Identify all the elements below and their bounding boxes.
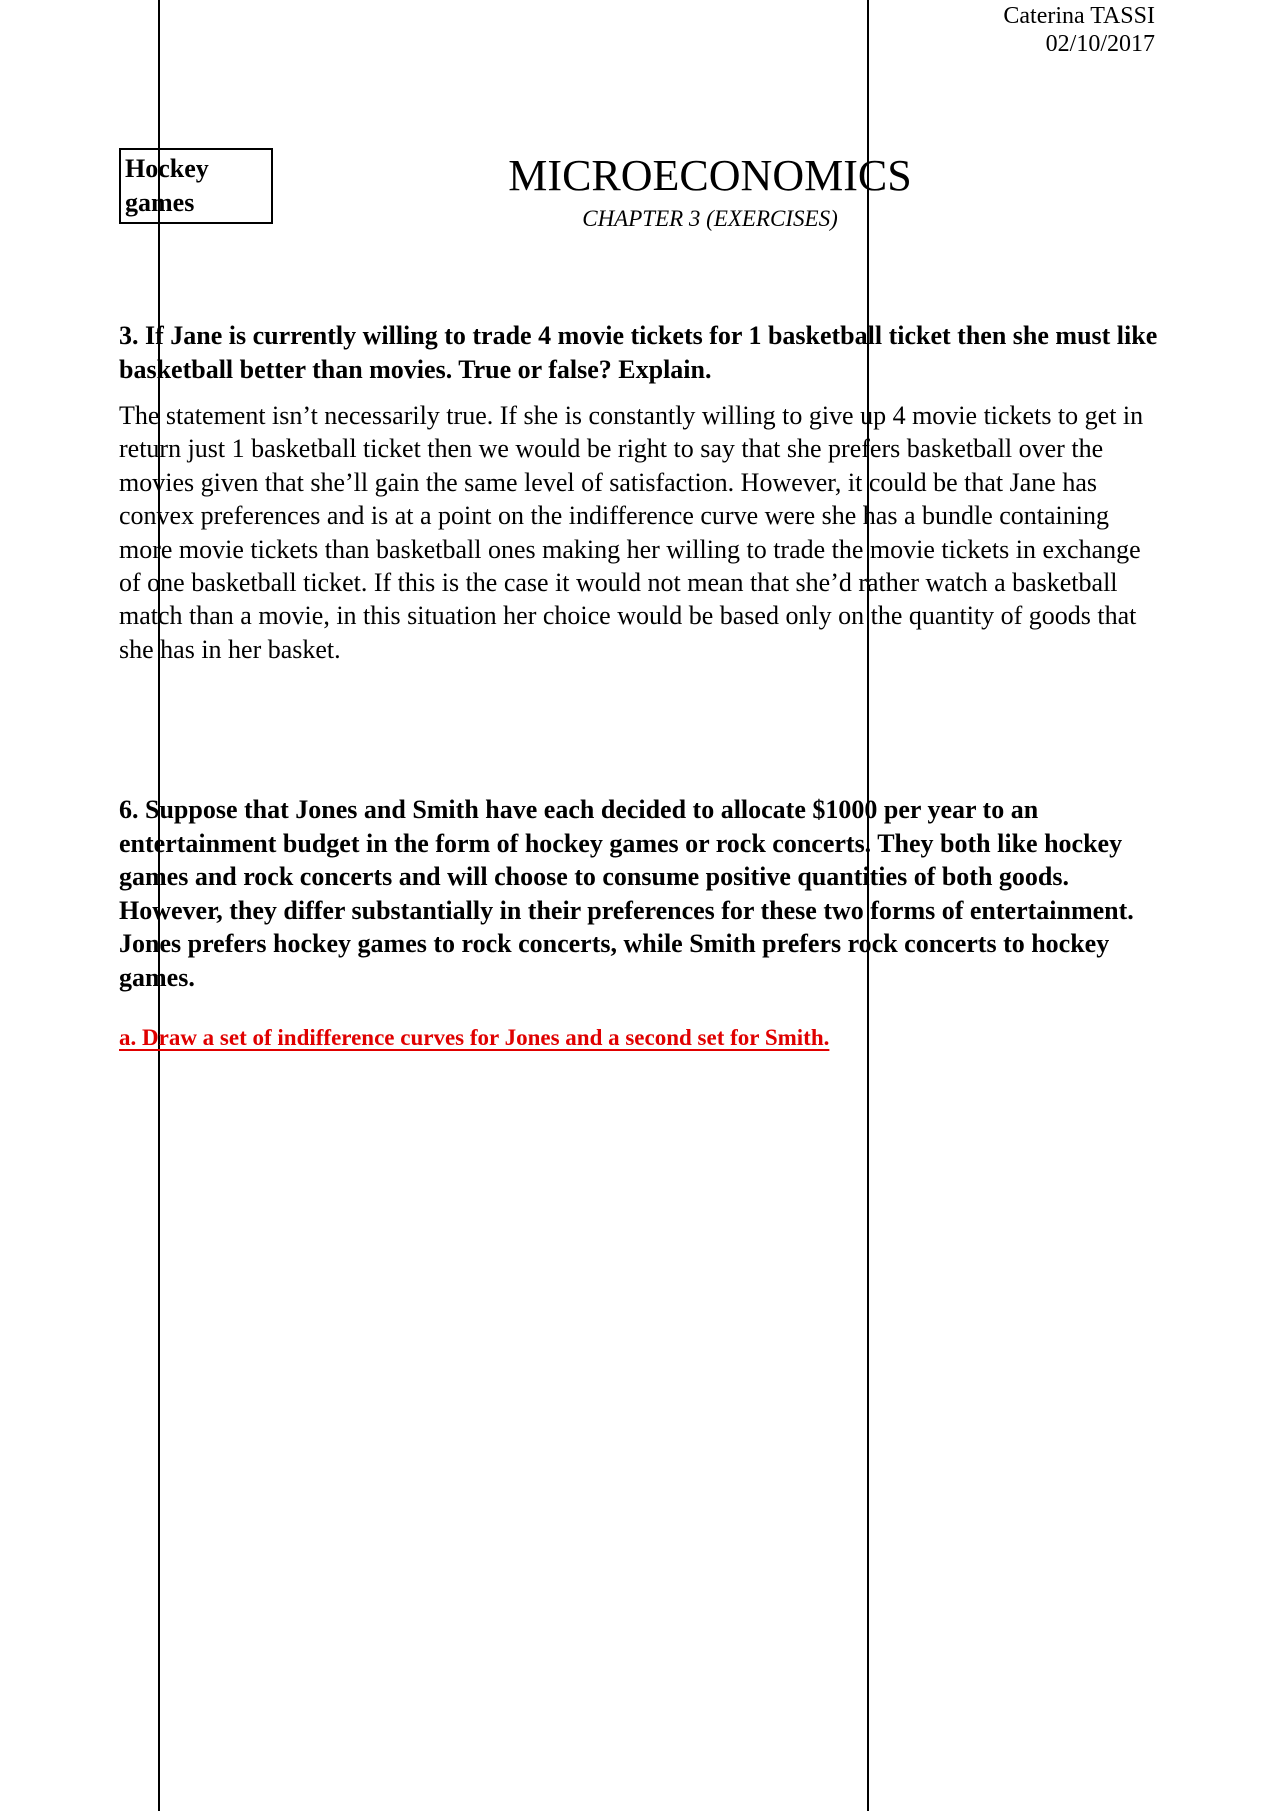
author-name: Caterina TASSI bbox=[1003, 3, 1155, 29]
page-subtitle: CHAPTER 3 (EXERCISES) bbox=[582, 206, 838, 231]
page-title: MICROECONOMICS bbox=[508, 151, 912, 200]
question-6: 6. Suppose that Jones and Smith have each decided to allocate $1000 per year to an entertainment budget in the form of hockey games or rock concerts. They both like hockey games and rock concerts and will choose to consume positive quantities of both goods. However, they differ substantially in their preferences for these two forms of entertainment. Jones prefers hockey games to rock concerts, while Smith prefers rock concerts to hockey games. bbox=[119, 795, 1134, 992]
axis-label-line2: games bbox=[125, 188, 195, 217]
question-3: 3. If Jane is currently willing to trade 4 movie tickets for 1 basketball ticket then she must like basketball better than movies. True or false? Explain. bbox=[119, 321, 1158, 384]
question-6a: a. Draw a set of indifference curves for Jones and a second set for Smith. bbox=[119, 1025, 830, 1050]
document-date: 02/10/2017 bbox=[1045, 31, 1155, 57]
axis-label-line1: Hockey bbox=[125, 154, 209, 183]
answer-3: The statement isn’t necessarily true. If she is constantly willing to give up 4 movie tickets to get in return just 1 basketball ticket then we would be right to say that she prefers basketball over the movies given that she’ll gain the same level of satisfaction. However, it could be that Jane has convex preferences and is at a point on the indifference curve were she has a bundle containing more movie tickets than basketball ones making her willing to trade the movie tickets in exchange of one basketball ticket. If this is the case it would not mean that she’d rather watch a basketball match than a movie, in this situation her choice would be based only on the quantity of goods that she has in her basket. bbox=[119, 401, 1144, 664]
author-block bbox=[1003, 2, 1155, 58]
